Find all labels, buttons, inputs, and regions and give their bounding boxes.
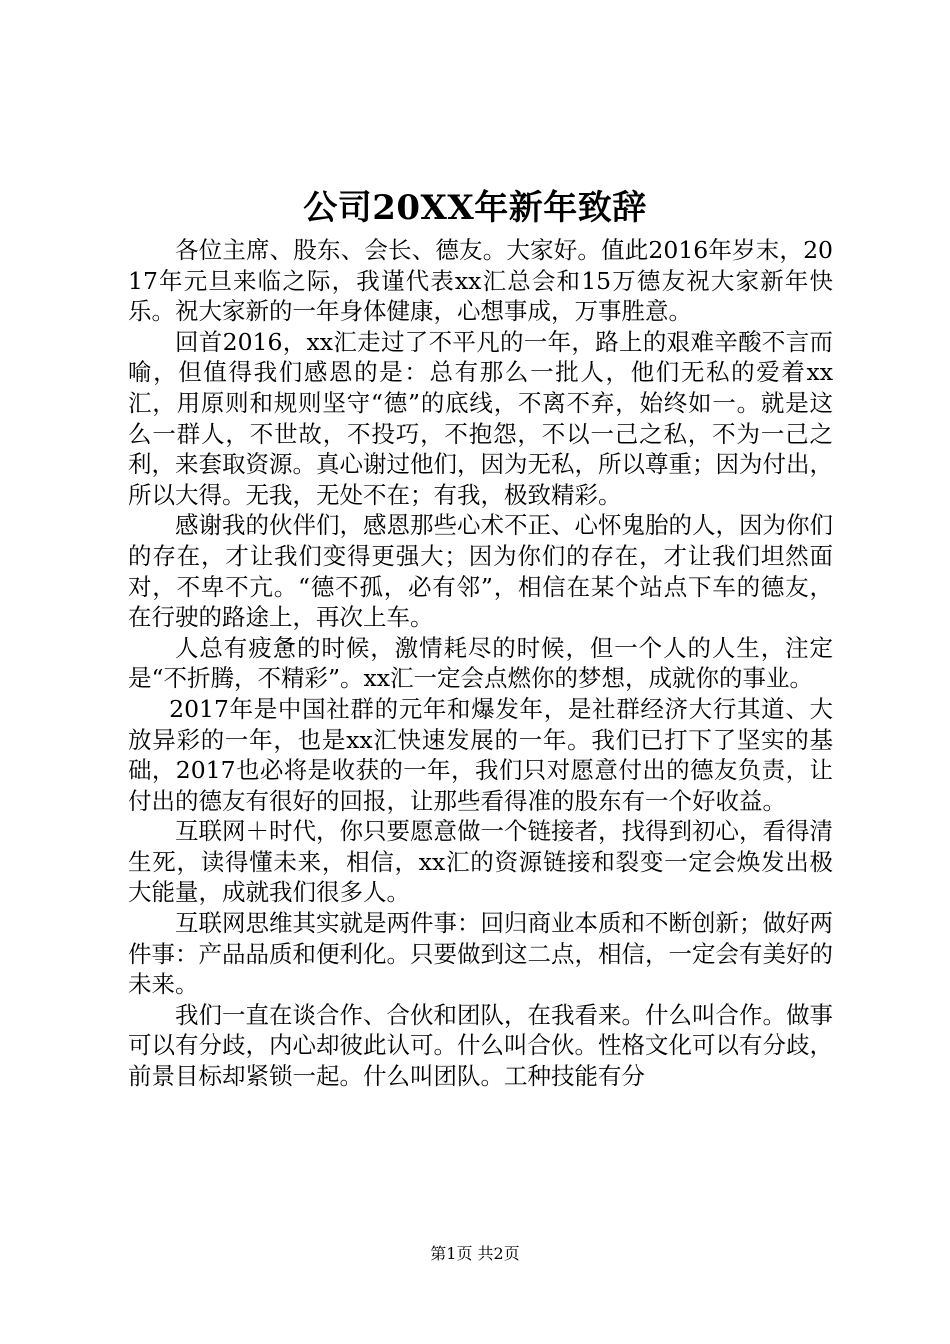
paragraph-review-2016: 回首2016，xx汇走过了不平凡的一年，路上的艰难辛酸不言而喻，但值得我们感恩的是：总有那么一批人，他们无私的爱着xx汇，用原则和规则坚守“德”的底线，不离不弃，始终如一。就是这么一群人，不世故，不投巧，不抱怨，不以一己之私，不为一己之利，来套取资源。真心谢过他们，因为无私，所以尊重；因为付出，所以大得。无我，无处不在；有我，极致精彩。 (128, 327, 833, 509)
paragraph-cooperation-team: 我们一直在谈合作、合伙和团队，在我看来。什么叫合作。做事可以有分歧，内心却彼此认可。什么叫合伙。性格文化可以有分歧，前景目标却紧锁一起。什么叫团队。工种技能有分 (128, 1000, 833, 1091)
paragraph-greeting: 各位主席、股东、会长、德友。大家好。值此2016年岁末，2017年元旦来临之际，我谨代表xx汇总会和15万德友祝大家新年快乐。祝大家新的一年身体健康，心想事成，万事胜意。 (128, 236, 833, 326)
paragraph-internet-thinking: 互联网思维其实就是两件事：回归商业本质和不断创新；做好两件事：产品品质和便利化。只要做到这二点，相信，一定会有美好的未来。 (128, 909, 833, 999)
document-title: 公司20XX年新年致辞 (303, 188, 647, 228)
paragraph-internet-plus: 互联网＋时代，你只要愿意做一个链接者，找得到初心，看得清生死，读得懂未来，相信，xx汇的资源链接和裂变一定会焕发出极大能量，成就我们很多人。 (128, 817, 833, 907)
page-number-footer: 第1页 共2页 (430, 1244, 520, 1263)
paragraph-thanks-partners: 感谢我的伙伴们，感恩那些心术不正、心怀鬼胎的人，因为你们的存在，才让我们变得更强大；因为你们的存在，才让我们坦然面对，不卑不亢。“德不孤，必有邻”，相信在某个站点下车的德友，在行驶的路途上，再次上车。 (128, 511, 833, 632)
paragraph-life-dreams: 人总有疲惫的时候，激情耗尽的时候，但一个人的人生，注定是“不折腾，不精彩”。xx汇一定会点燃你的梦想，成就你的事业。 (128, 633, 833, 693)
document-body (128, 235, 833, 1092)
paragraph-2017-outlook: 2017年是中国社群的元年和爆发年，是社群经济大行其道、大放异彩的一年，也是xx汇快速发展的一年。我们已打下了坚实的基础，2017也必将是收获的一年，我们只对愿意付出的德友负责，让付出的德友有很好的回报，让那些看得准的股东有一个好收益。 (128, 694, 833, 815)
